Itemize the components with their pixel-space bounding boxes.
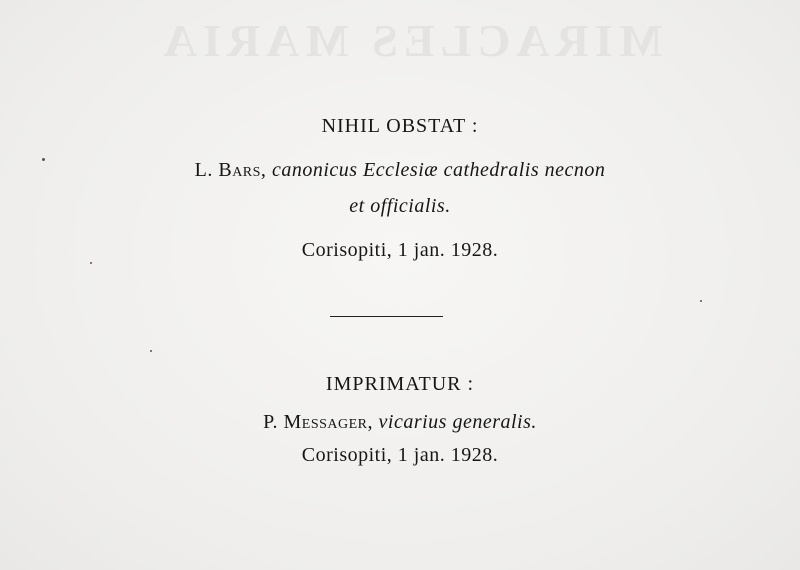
ink-speck bbox=[90, 262, 92, 264]
section-divider bbox=[330, 316, 443, 317]
imprimatur-approver-line bbox=[0, 412, 800, 432]
approver-name: L. Bars, bbox=[194, 159, 267, 181]
show-through-text: MIRACLES MARIA bbox=[157, 15, 663, 66]
ink-speck bbox=[700, 300, 702, 302]
approver-title-continued: et officialis. bbox=[349, 195, 451, 217]
approver-title: canonicus Ecclesiæ cathedralis necnon bbox=[271, 159, 606, 181]
nihil-obstat-approver-line bbox=[0, 160, 800, 180]
nihil-obstat-heading: NIHIL OBSTAT : bbox=[321, 115, 479, 137]
vicar-name: P. Messager, bbox=[263, 411, 374, 433]
vicar-title: vicarius generalis. bbox=[378, 411, 537, 433]
imprimatur-place-date: Corisopiti, 1 jan. 1928. bbox=[301, 444, 499, 466]
ink-speck bbox=[150, 350, 152, 352]
nihil-obstat-place-date: Corisopiti, 1 jan. 1928. bbox=[301, 239, 499, 261]
imprimatur-heading: IMPRIMATUR : bbox=[325, 373, 475, 395]
